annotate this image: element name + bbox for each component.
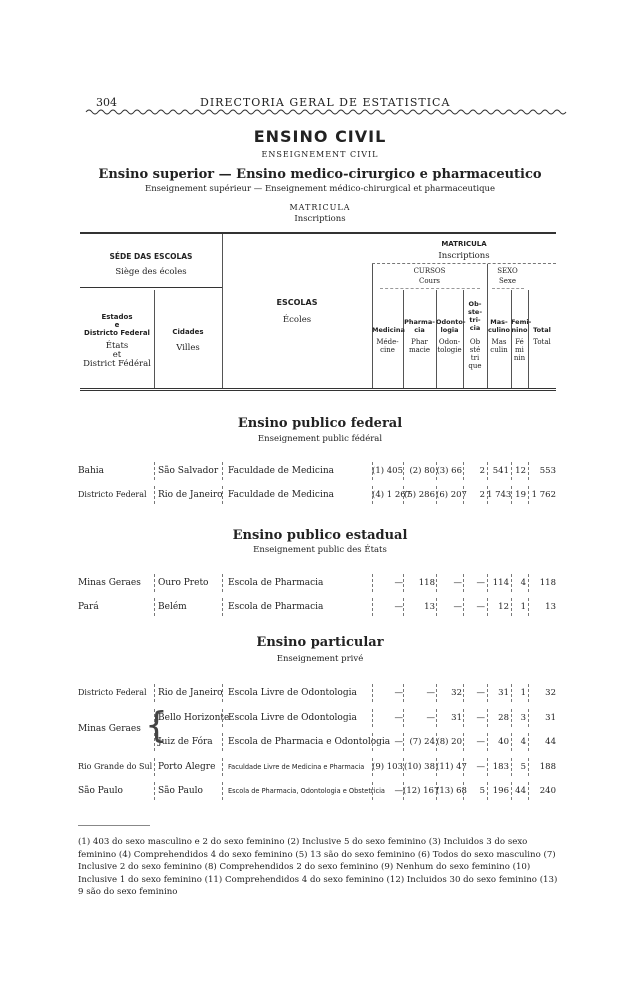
column-rule xyxy=(403,684,404,702)
cell-cidade: São Salvador xyxy=(158,466,219,476)
cell-total: 44 xyxy=(545,737,556,747)
cell-fem: 4 xyxy=(520,578,526,588)
column-rule xyxy=(154,782,155,800)
cell-fem: 1 xyxy=(520,602,526,612)
column-rule xyxy=(372,462,373,480)
cell-medicina: (1) 405 xyxy=(372,466,403,476)
column-rule xyxy=(222,782,223,800)
cell-estado: Minas Geraes xyxy=(78,578,141,588)
cell-medicina: — xyxy=(394,688,403,698)
cell-total: 553 xyxy=(539,466,556,476)
column-rule xyxy=(436,733,437,751)
cell-odonto: — xyxy=(453,602,462,612)
column-rule xyxy=(222,684,223,702)
column-rule xyxy=(511,684,512,702)
cell-pharmacia: — xyxy=(426,688,435,698)
column-rule xyxy=(403,758,404,776)
cell-obst: 5 xyxy=(479,786,485,796)
sexo-header-fr: Sexe xyxy=(498,277,517,285)
col-medicina: Medicina xyxy=(372,326,405,334)
cell-cidade: Bello Horizonte xyxy=(158,713,230,723)
column-rule xyxy=(511,462,512,480)
column-rule xyxy=(403,709,404,727)
column-rule xyxy=(154,598,155,616)
column-rule xyxy=(436,782,437,800)
subtitle-fr: Enseignement supérieur — Enseignement médico-chirurgical et pharmaceutique xyxy=(144,184,496,194)
column-rule xyxy=(436,684,437,702)
cell-obst: — xyxy=(476,688,485,698)
column-rule xyxy=(528,684,529,702)
sede-header-fr: Siège des écoles xyxy=(115,267,187,277)
cell-masc: 114 xyxy=(492,578,509,588)
column-rule xyxy=(487,684,488,702)
cell-fem: 1 xyxy=(520,688,526,698)
column-rule xyxy=(528,709,529,727)
column-rule xyxy=(511,709,512,727)
column-rule xyxy=(436,758,437,776)
col-obstetricia: Ob- ste- tri- cia xyxy=(467,300,483,332)
cell-obst: — xyxy=(476,762,485,772)
column-rule xyxy=(463,684,464,702)
section-title-federal: Ensino publico federal xyxy=(237,416,403,431)
cell-escola: Escola Livre de Odontologia xyxy=(228,713,357,723)
cell-total: 1 762 xyxy=(531,490,556,500)
sexo-header: SEXO xyxy=(497,267,518,275)
section-title-particular: Ensino particular xyxy=(256,635,384,650)
column-rule xyxy=(154,462,155,480)
cell-fem: 5 xyxy=(520,762,526,772)
column-rule xyxy=(528,486,529,504)
col-medicina-fr: Méde- cine xyxy=(376,338,399,354)
cell-odonto: 32 xyxy=(451,688,462,698)
column-rule xyxy=(222,462,223,480)
cell-obst: — xyxy=(476,578,485,588)
column-rule xyxy=(463,574,464,592)
col-masculino: Mas- culino xyxy=(487,318,511,334)
cell-escola: Escola de Pharmacia xyxy=(228,602,324,612)
section-title-estadual: Ensino publico estadual xyxy=(232,528,408,543)
wavy-rule xyxy=(86,108,556,116)
cursos-header-fr: Cours xyxy=(418,277,441,285)
column-rule xyxy=(487,758,488,776)
column-rule xyxy=(463,598,464,616)
cell-escola: Faculdade de Medicina xyxy=(228,490,335,500)
column-rule xyxy=(372,574,373,592)
column-rule xyxy=(372,684,373,702)
section-subtitle-federal: Enseignement public fédéral xyxy=(257,434,383,444)
column-rule xyxy=(403,733,404,751)
main-title-fr: ENSEIGNEMENT CIVIL xyxy=(261,150,379,159)
column-rule xyxy=(511,574,512,592)
main-title: ENSINO CIVIL xyxy=(253,127,387,146)
column-rule xyxy=(487,709,488,727)
col-odontologia: Odonto- logia xyxy=(436,318,466,334)
cell-obst: 2 xyxy=(479,466,485,476)
cell-escola: Faculdade de Medicina xyxy=(228,466,335,476)
cell-estado: Districto Federal xyxy=(78,490,147,499)
column-rule xyxy=(372,709,373,727)
column-rule xyxy=(372,598,373,616)
cell-odonto: (6) 207 xyxy=(436,490,467,500)
section-subtitle-particular: Enseignement privé xyxy=(276,654,364,664)
caption-fr: Inscriptions xyxy=(294,214,346,224)
column-rule xyxy=(463,709,464,727)
cell-medicina: — xyxy=(394,713,403,723)
cell-medicina: — xyxy=(394,578,403,588)
cell-escola: Faculdade Livre de Medicina e Pharmacia xyxy=(228,763,365,771)
subtitle: Ensino superior — Ensino medico-cirurgico e pharmaceutico xyxy=(98,167,542,182)
col-total: Total xyxy=(533,326,551,334)
column-rule xyxy=(511,598,512,616)
column-rule xyxy=(463,733,464,751)
column-rule xyxy=(222,733,223,751)
column-rule xyxy=(463,462,464,480)
column-rule xyxy=(222,598,223,616)
cell-total: 13 xyxy=(545,602,556,612)
cidades-header: Cidades xyxy=(172,328,204,336)
column-rule xyxy=(403,782,404,800)
cell-masc: 1 743 xyxy=(487,490,512,500)
column-rule xyxy=(403,486,404,504)
column-rule xyxy=(528,598,529,616)
column-rule xyxy=(487,486,488,504)
cell-cidade: Rio de Janeiro xyxy=(158,688,223,698)
section-subtitle-estadual: Enseignement public des États xyxy=(253,545,387,555)
cell-estado: São Paulo xyxy=(78,786,123,796)
cell-pharmacia: 13 xyxy=(424,602,435,612)
cell-fem: 3 xyxy=(520,713,526,723)
estados-header-fr: États et District Fédéral xyxy=(83,341,151,369)
column-rule xyxy=(528,462,529,480)
column-rule xyxy=(222,758,223,776)
column-rule xyxy=(436,574,437,592)
cell-total: 188 xyxy=(539,762,556,772)
column-rule xyxy=(436,709,437,727)
column-rule xyxy=(528,782,529,800)
cell-pharmacia: 118 xyxy=(418,578,435,588)
column-rule xyxy=(511,782,512,800)
cell-medicina: (9) 103 xyxy=(372,762,403,772)
column-rule xyxy=(436,486,437,504)
column-rule xyxy=(222,574,223,592)
column-rule xyxy=(403,574,404,592)
cell-pharmacia: — xyxy=(426,713,435,723)
cell-total: 240 xyxy=(539,786,556,796)
column-rule xyxy=(487,598,488,616)
column-rule xyxy=(463,486,464,504)
cell-pharmacia: (2) 80 xyxy=(409,466,435,476)
cell-masc: 12 xyxy=(498,602,509,612)
cell-estado: Rio Grande do Sul xyxy=(78,762,153,771)
column-rule xyxy=(463,758,464,776)
column-rule xyxy=(372,486,373,504)
cell-escola: Escola de Pharmacia xyxy=(228,578,324,588)
column-rule xyxy=(154,486,155,504)
group-label-minas: Minas Geraes xyxy=(78,724,141,734)
cell-medicina: — xyxy=(394,602,403,612)
column-rule xyxy=(372,733,373,751)
column-rule xyxy=(403,598,404,616)
cell-masc: 40 xyxy=(498,737,509,747)
cell-pharmacia: (12) 167 xyxy=(403,786,440,796)
cell-cidade: Ouro Preto xyxy=(158,578,209,588)
cell-cidade: Porto Alegre xyxy=(158,762,216,772)
column-rule xyxy=(511,486,512,504)
col-total-fr: Total xyxy=(533,338,551,346)
cell-cidade: Rio de Janeiro xyxy=(158,490,223,500)
cell-total: 32 xyxy=(545,688,556,698)
cell-masc: 28 xyxy=(498,713,509,723)
footnotes: (1) 403 do sexo masculino e 2 do sexo feminino (2) Inclusive 5 do sexo feminino (3) Incluidos 3 do sexo feminino (4) Comprehendidos 4 do sexo feminino (5) 13 são do sexo feminino (6) Todos do sexo masculino (7) Inclusive 2 do sexo feminino (8) Comprehendidos 2 do sexo feminino (9) Nenhum do sexo feminino (10) Inclusive 1 do sexo feminino (11) Comprehendidos 4 do sexo feminino (12) Incluidos 30 do sexo feminino (13) 9 são do sexo feminino xyxy=(78,837,558,897)
column-rule xyxy=(403,462,404,480)
cell-estado: Pará xyxy=(78,602,99,612)
column-rule xyxy=(487,782,488,800)
cell-fem: 12 xyxy=(515,466,526,476)
cell-fem: 4 xyxy=(520,737,526,747)
running-title: DIRECTORIA GERAL DE ESTATISTICA xyxy=(200,96,451,109)
cursos-header: CURSOS xyxy=(413,267,446,275)
matricula-header-fr: Inscriptions xyxy=(438,251,490,261)
page-number: 304 xyxy=(96,96,117,109)
column-rule xyxy=(372,782,373,800)
cell-fem: 19 xyxy=(515,490,526,500)
column-rule xyxy=(487,733,488,751)
cell-estado: Bahia xyxy=(78,466,105,476)
caption: MATRICULA xyxy=(289,203,351,212)
cell-odonto: (13) 68 xyxy=(436,786,467,796)
brace-icon: { xyxy=(145,705,168,746)
cell-cidade: Juiz de Fóra xyxy=(158,737,213,747)
cell-masc: 541 xyxy=(492,466,509,476)
col-pharmacia: Pharma- cia xyxy=(404,318,435,334)
column-rule xyxy=(463,782,464,800)
cell-pharmacia: (7) 24 xyxy=(409,737,435,747)
col-feminino-fr: Fé mi nin xyxy=(513,338,526,362)
col-odontologia-fr: Odon- tologie xyxy=(437,338,462,354)
cell-escola: Escola de Pharmacia e Odontologia xyxy=(228,737,391,747)
cell-medicina: — xyxy=(394,737,403,747)
escolas-header: ESCOLAS xyxy=(276,298,318,307)
column-rule xyxy=(511,733,512,751)
cell-odonto: 31 xyxy=(451,713,462,723)
cell-total: 31 xyxy=(545,713,556,723)
column-rule xyxy=(436,598,437,616)
cell-odonto: (11) 47 xyxy=(436,762,467,772)
cell-escola: Escola de Pharmacia, Odontologia e Obstetricia xyxy=(228,787,385,795)
column-rule xyxy=(511,758,512,776)
column-rule xyxy=(154,574,155,592)
column-rule xyxy=(154,684,155,702)
escolas-header-fr: Écoles xyxy=(282,315,312,325)
cell-odonto: — xyxy=(453,578,462,588)
cell-cidade: Belém xyxy=(158,602,187,612)
cell-pharmacia: (5) 286 xyxy=(404,490,435,500)
matricula-header: MATRICULA xyxy=(441,240,487,248)
column-rule xyxy=(372,758,373,776)
cell-obst: — xyxy=(476,602,485,612)
column-rule xyxy=(154,758,155,776)
cidades-header-fr: Villes xyxy=(176,343,200,353)
cell-obst: — xyxy=(476,737,485,747)
column-rule xyxy=(222,486,223,504)
column-rule xyxy=(436,462,437,480)
column-rule xyxy=(487,574,488,592)
cell-medicina: (4) 1 267 xyxy=(372,490,412,500)
cell-masc: 31 xyxy=(498,688,509,698)
column-rule xyxy=(528,758,529,776)
cell-estado: Districto Federal xyxy=(78,688,147,697)
cell-odonto: (8) 20 xyxy=(436,737,462,747)
cell-cidade: São Paulo xyxy=(158,786,203,796)
sede-header: SÉDE DAS ESCOLAS xyxy=(109,252,193,261)
cell-fem: 44 xyxy=(515,786,526,796)
column-rule xyxy=(528,733,529,751)
cell-obst: 2 xyxy=(479,490,485,500)
cell-medicina: — xyxy=(394,786,403,796)
col-obstetricia-fr: Ob sté tri que xyxy=(468,338,482,370)
cell-obst: — xyxy=(476,713,485,723)
cell-masc: 183 xyxy=(492,762,509,772)
col-pharmacia-fr: Phar macie xyxy=(408,338,431,354)
column-rule xyxy=(528,574,529,592)
column-rule xyxy=(487,462,488,480)
col-masculino-fr: Mas culin xyxy=(490,338,508,354)
cell-total: 118 xyxy=(539,578,556,588)
cell-escola: Escola Livre de Odontologia xyxy=(228,688,357,698)
col-feminino: Femi- nino xyxy=(511,318,532,334)
estados-header: Estados e Districto Federal xyxy=(84,313,150,337)
cell-masc: 196 xyxy=(492,786,509,796)
cell-pharmacia: (10) 38 xyxy=(404,762,435,772)
column-rule xyxy=(222,709,223,727)
cell-odonto: (3) 66 xyxy=(436,466,462,476)
